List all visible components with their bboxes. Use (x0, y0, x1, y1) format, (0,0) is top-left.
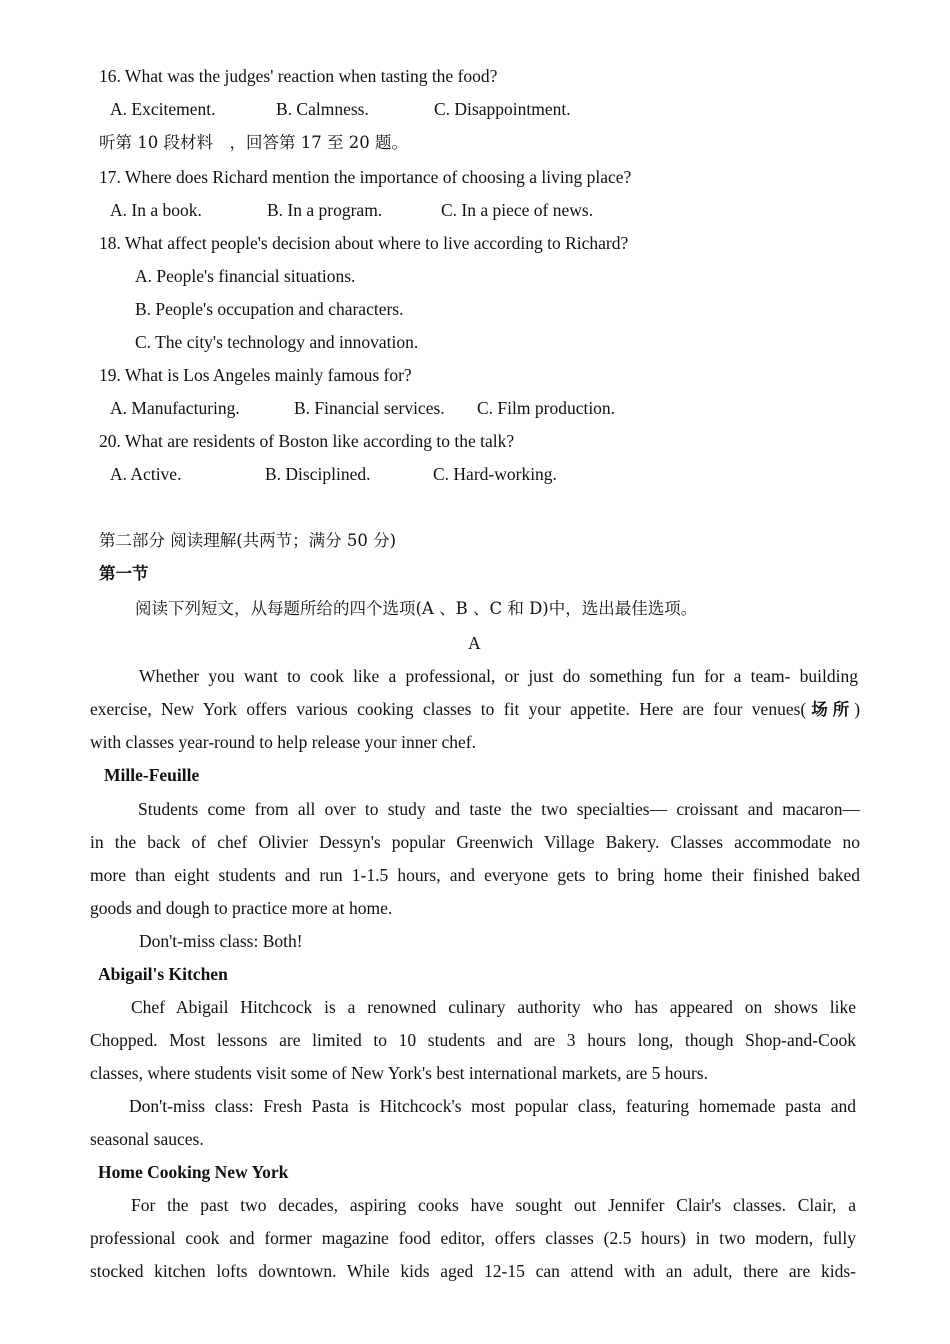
q17-option-a: A. In a book. (110, 200, 202, 220)
mille-line-3: more than eight students and run 1-1.5 hours, and everyone gets to bring home their finished baked (90, 865, 860, 885)
question-20: 20. What are residents of Boston like according to the talk? (99, 431, 515, 451)
q16-option-c: C. Disappointment. (434, 99, 571, 119)
abigail-line-3: classes, where students visit some of New York's best international markets, are 5 hours. (90, 1063, 708, 1083)
q17-option-c: C. In a piece of news. (441, 200, 594, 220)
question-19: 19. What is Los Angeles mainly famous for? (99, 365, 412, 385)
home-line-3: stocked kitchen lofts downtown. While kids aged 12-15 can attend with an adult, there are kids- (90, 1261, 856, 1281)
q20-option-c: C. Hard-working. (433, 464, 557, 484)
abigail-kitchen-title: Abigail's Kitchen (98, 964, 228, 984)
section-10-instruction: 听第 10 段材料 ，回答第 17 至 20 题。 (99, 133, 408, 152)
question-16: 16. What was the judges' reaction when tasting the food? (99, 66, 498, 86)
mille-line-1: Students come from all over to study and taste the two specialties— croissant and macaron— (138, 799, 860, 819)
question-18: 18. What affect people's decision about where to live according to Richard? (99, 233, 629, 253)
q18-option-b: B. People's occupation and characters. (135, 299, 404, 319)
q19-option-a: A. Manufacturing. (110, 398, 240, 418)
mille-line-4: goods and dough to practice more at home. (90, 898, 393, 918)
intro-line-2: exercise, New York offers various cooking classes to fit your appetite. Here are four venues(场所) (90, 699, 861, 719)
abigail-line-1: Chef Abigail Hitchcock is a renowned culinary authority who has appeared on shows like (131, 997, 856, 1017)
part-title: 第二部分 阅读理解(共两节；满分 50 分) (99, 531, 397, 550)
q20-option-b: B. Disciplined. (265, 464, 371, 484)
q16-option-b: B. Calmness. (276, 99, 369, 119)
intro-line-1: Whether you want to cook like a professional, or just do something fun for a team- building (139, 666, 858, 686)
q18-option-a: A. People's financial situations. (135, 266, 356, 286)
abigail-line-5: seasonal sauces. (90, 1129, 204, 1149)
intro-line-3: with classes year-round to help release your inner chef. (90, 732, 476, 752)
mille-dont-miss: Don't-miss class: Both! (139, 931, 303, 951)
mille-line-2: in the back of chef Olivier Dessyn's popular Greenwich Village Bakery. Classes accommodate no (90, 832, 860, 852)
home-line-1: For the past two decades, aspiring cooks have sought out Jennifer Clair's classes. Clair, a (131, 1195, 856, 1215)
home-line-2: professional cook and former magazine food editor, offers classes (2.5 hours) in two modern, fully (90, 1228, 856, 1248)
q19-option-c: C. Film production. (477, 398, 616, 418)
reading-instruction: 阅读下列短文，从每题所给的四个选项(A 、B 、C 和 D)中，选出最佳选项。 (135, 599, 698, 618)
home-cooking-title: Home Cooking New York (98, 1162, 289, 1182)
passage-label: A (468, 633, 481, 653)
q20-option-a: A. Active. (110, 464, 182, 484)
q17-option-b: B. In a program. (267, 200, 383, 220)
question-17: 17. Where does Richard mention the importance of choosing a living place? (99, 167, 632, 187)
abigail-line-4: Don't-miss class: Fresh Pasta is Hitchcock's most popular class, featuring homemade pasta and (129, 1096, 856, 1116)
abigail-line-2: Chopped. Most lessons are limited to 10 students and are 3 hours long, though Shop-and-Cook (90, 1030, 856, 1050)
section-title: 第一节 (99, 564, 149, 583)
q19-option-b: B. Financial services. (294, 398, 445, 418)
mille-feuille-title: Mille-Feuille (104, 765, 200, 785)
q16-option-a: A. Excitement. (110, 99, 216, 119)
q18-option-c: C. The city's technology and innovation. (135, 332, 419, 352)
